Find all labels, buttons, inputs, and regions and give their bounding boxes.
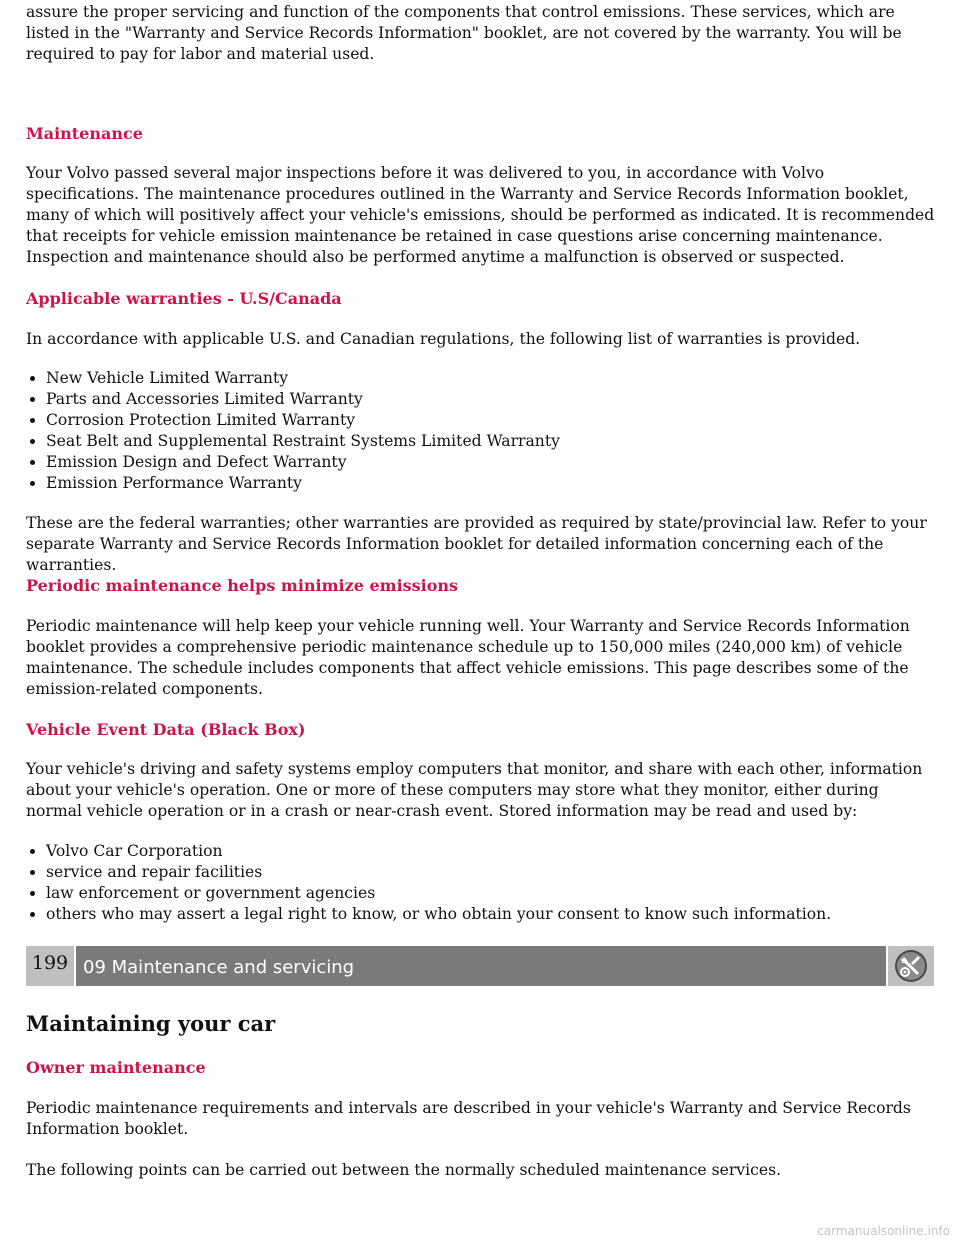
warranties-text-block xyxy=(26,329,936,350)
chapter-banner xyxy=(26,946,934,986)
chapter-icon-box xyxy=(888,946,934,986)
periodic-text: Periodic maintenance will help keep your vehicle running well. Your Warranty and Service Records Information booklet provides a comprehensive periodic maintenance schedule up to 150,000 miles (240,000 km) of vehicle maintenance. The schedule includes components that affect vehicle emissions. This page describes some of the emission-related components. xyxy=(26,617,910,698)
periodic-heading-block xyxy=(26,575,936,596)
page-title: Maintaining your car xyxy=(26,1011,276,1036)
list-item: • Corrosion Protection Limited Warranty xyxy=(46,410,936,431)
list-item: • others who may assert a legal right to know, or who obtain your consent to know such information. xyxy=(46,904,936,925)
periodic-text-block xyxy=(26,616,936,700)
main-title-block xyxy=(26,1011,936,1037)
owner-text1: Periodic maintenance requirements and intervals are described in your vehicle's Warranty and Service Records Information booklet. xyxy=(26,1099,911,1138)
event-data-list xyxy=(26,841,936,925)
warranties-list xyxy=(26,368,936,494)
periodic-heading: Periodic maintenance helps minimize emissions xyxy=(26,576,459,595)
list-item: • Volvo Car Corporation xyxy=(46,841,936,862)
list-item: • Emission Performance Warranty xyxy=(46,473,936,494)
owner-heading-block xyxy=(26,1057,936,1078)
event-data-heading-block xyxy=(26,719,936,740)
event-data-heading: Vehicle Event Data (Black Box) xyxy=(26,720,306,739)
warranties-heading-block xyxy=(26,288,936,309)
maintenance-text: Your Volvo passed several major inspections before it was delivered to you, in accordance with Volvo specifications. The maintenance procedures outlined in the Warranty and Service Records Information booklet, many of which will positively affect your vehicle's emissions, should be performed as indicated. It is recommended that receipts for vehicle emission maintenance be retained in case questions arise concerning maintenance. Inspection and maintenance should also be performed anytime a malfunction is observed or suspected. xyxy=(26,164,935,266)
owner-text2-block xyxy=(26,1160,936,1181)
list-item: • Seat Belt and Supplemental Restraint Systems Limited Warranty xyxy=(46,431,936,452)
warranties-list-block xyxy=(26,368,936,494)
event-data-list-block xyxy=(26,841,936,925)
warranties-after-block xyxy=(26,513,936,576)
owner-text1-block xyxy=(26,1098,936,1140)
event-data-text: Your vehicle's driving and safety systems employ computers that monitor, and share with each other, information about your vehicle's operation. One or more of these computers may store what they monitor, either during normal vehicle operation or in a crash or near-crash event. Stored information may be read and used by: xyxy=(26,760,923,820)
maintenance-heading: Maintenance xyxy=(26,124,143,143)
intro-paragraph-block xyxy=(26,2,936,65)
list-item: • Emission Design and Defect Warranty xyxy=(46,452,936,473)
page-number: 199 xyxy=(26,946,74,986)
wrench-icon xyxy=(893,948,929,984)
list-item: • service and repair facilities xyxy=(46,862,936,883)
owner-heading: Owner maintenance xyxy=(26,1058,206,1077)
watermark: carmanualsonline.info xyxy=(817,1224,950,1238)
warranties-heading: Applicable warranties - U.S/Canada xyxy=(26,289,342,308)
owner-text2: The following points can be carried out between the normally scheduled maintenance services. xyxy=(26,1161,782,1179)
list-item: • law enforcement or government agencies xyxy=(46,883,936,904)
maintenance-text-block xyxy=(26,163,936,268)
event-data-text-block xyxy=(26,759,936,822)
list-item: • New Vehicle Limited Warranty xyxy=(46,368,936,389)
warranties-text: In accordance with applicable U.S. and Canadian regulations, the following list of warranties is provided. xyxy=(26,330,861,348)
maintenance-section xyxy=(26,123,936,144)
list-item: • Parts and Accessories Limited Warranty xyxy=(46,389,936,410)
chapter-title: 09 Maintenance and servicing xyxy=(76,946,886,986)
intro-paragraph: assure the proper servicing and function of the components that control emissions. These services, which are listed in the "Warranty and Service Records Information" booklet, are not covered by the warranty. You will be required to pay for labor and material used. xyxy=(26,3,902,63)
warranties-after-text: These are the federal warranties; other warranties are provided as required by state/provincial law. Refer to your separate Warranty and Service Records Information booklet for detailed information concerning each of the warranties. xyxy=(26,514,927,574)
